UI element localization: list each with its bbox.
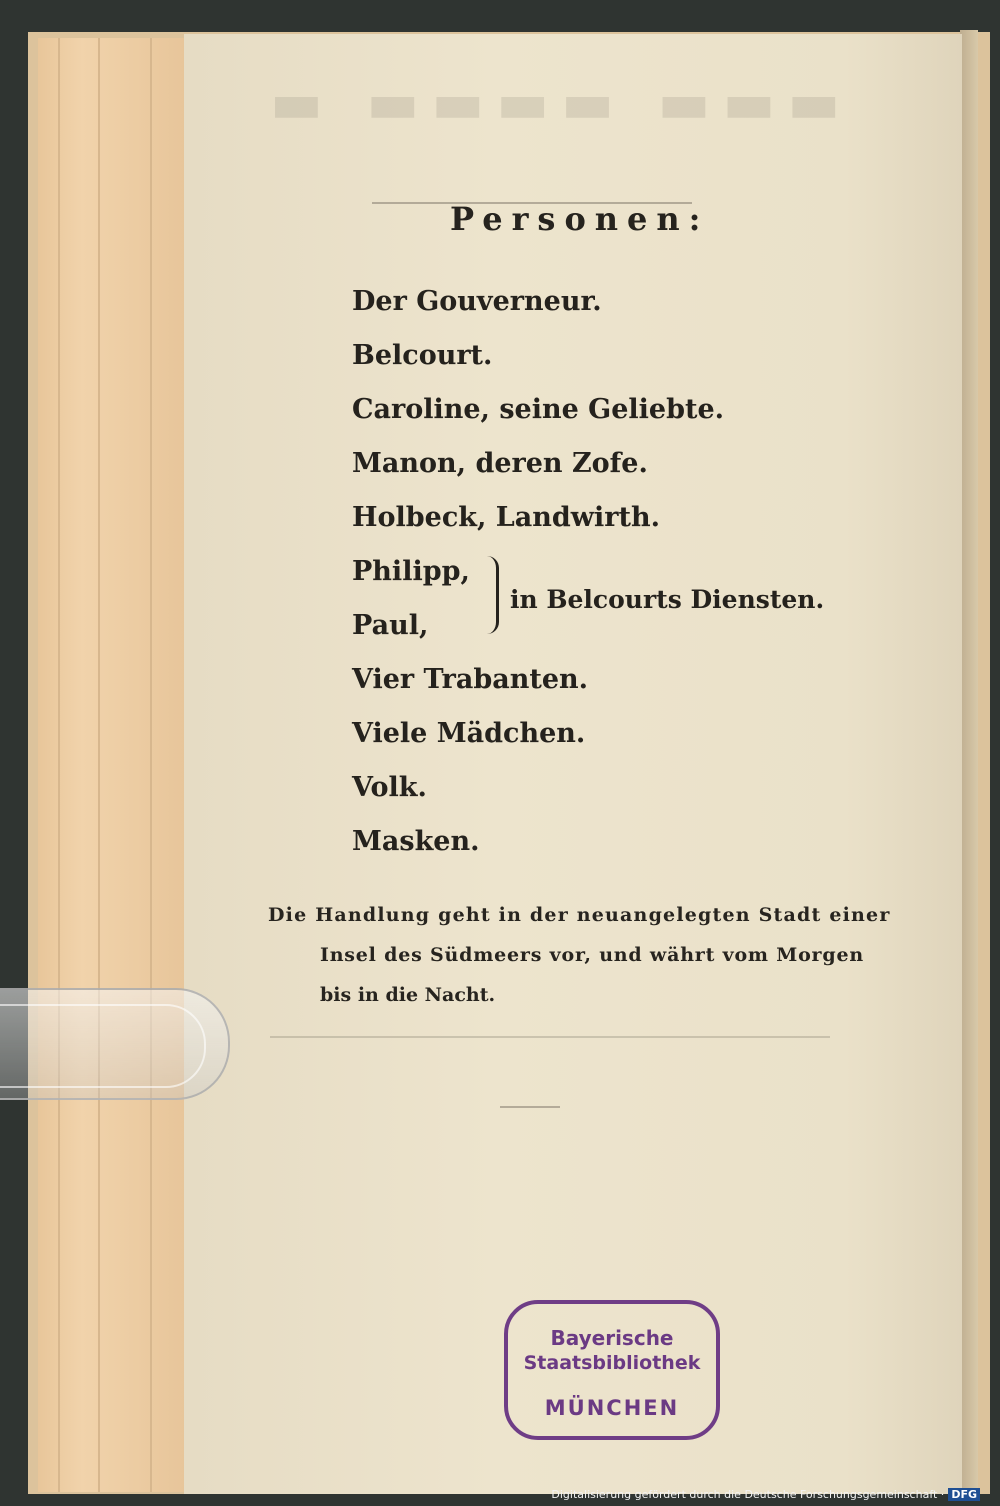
- page-clip-tab: [0, 988, 230, 1100]
- dfg-logo-icon: DFG: [948, 1488, 980, 1501]
- character-gouverneur: Der Gouverneur.: [352, 286, 602, 317]
- page-heading: Personen:: [450, 200, 710, 238]
- show-through-text: ▬ ▬▬▬▬ ▬▬▬: [270, 70, 853, 136]
- character-trabanten: Vier Trabanten.: [352, 664, 589, 695]
- group-brace: [478, 556, 499, 634]
- show-through-rule: [500, 1106, 560, 1108]
- character-philipp: Philipp,: [352, 556, 470, 587]
- character-maedchen: Viele Mädchen.: [352, 718, 586, 749]
- page-clip-inner: [0, 1004, 206, 1088]
- character-belcourt: Belcourt.: [352, 340, 493, 371]
- description-line-2: Insel des Südmeers vor, und währt vom Morgen: [320, 944, 864, 966]
- page-edge-line: [58, 38, 60, 1492]
- character-holbeck: Holbeck, Landwirth.: [352, 502, 660, 533]
- character-volk: Volk.: [352, 772, 427, 803]
- stamp-line-3: MÜNCHEN: [544, 1396, 680, 1420]
- group-label: in Belcourts Diensten.: [510, 585, 825, 614]
- library-stamp: [504, 1300, 720, 1440]
- stamp-line-2: Staatsbibliothek: [523, 1352, 701, 1374]
- character-manon: Manon, deren Zofe.: [352, 448, 648, 479]
- character-paul: Paul,: [352, 610, 429, 641]
- page-edges-left: [38, 38, 187, 1492]
- document-page: [184, 34, 962, 1494]
- page-edge-line: [150, 38, 152, 1492]
- description-line-3: bis in die Nacht.: [320, 984, 496, 1006]
- stamp-line-1: Bayerische: [550, 1326, 674, 1350]
- footer-text: Digitalisierung gefördert durch die Deutsche Forschungsgemeinschaft ·: [551, 1488, 945, 1501]
- character-caroline: Caroline, seine Geliebte.: [352, 394, 725, 425]
- character-masken: Masken.: [352, 826, 480, 857]
- footer-credit: [551, 1488, 980, 1501]
- show-through-rule: [270, 1036, 830, 1038]
- page-edge-right: [960, 30, 978, 1494]
- description-line-1: Die Handlung geht in der neuangelegten Stadt einer: [268, 904, 891, 926]
- page-edge-line: [98, 38, 100, 1492]
